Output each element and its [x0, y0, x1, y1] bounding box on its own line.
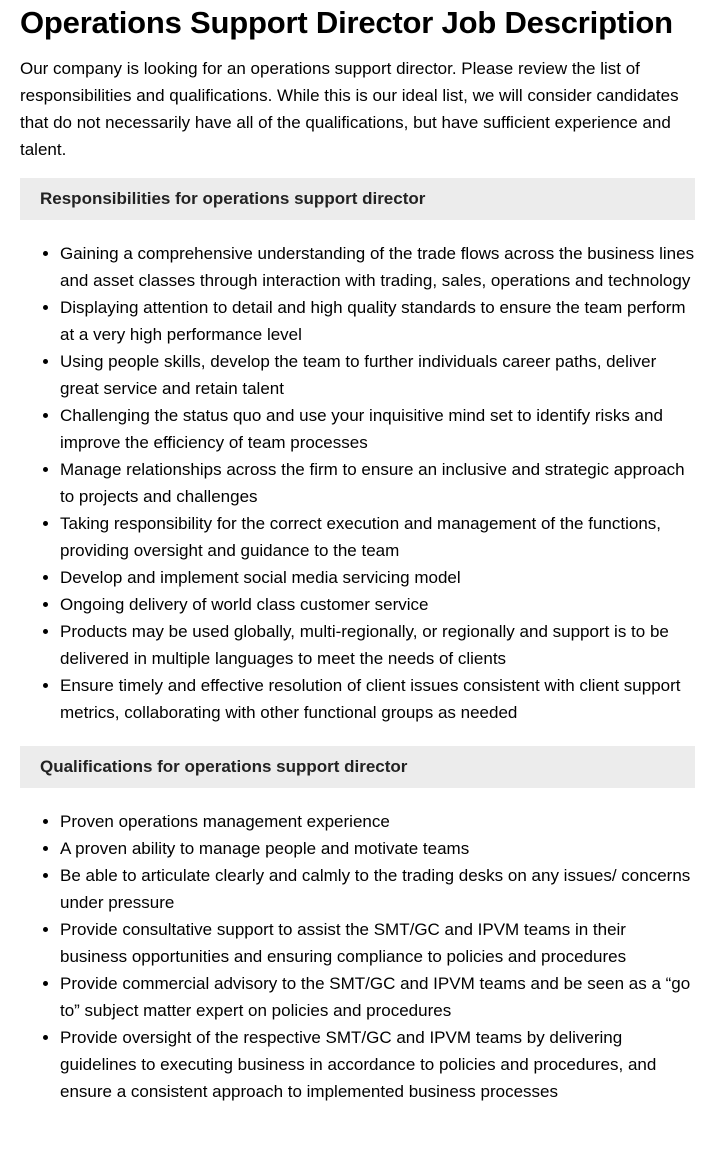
list-item: • Gaining a comprehensive understanding of the trade flows across the business lines and asset classes through interaction with trading, sales, operations and technology — [60, 240, 695, 294]
list-item: • Displaying attention to detail and high quality standards to ensure the team perform at a very high performance level — [60, 294, 695, 348]
list-item: • Be able to articulate clearly and calmly to the trading desks on any issues/ concerns under pressure — [60, 862, 695, 916]
list-item: • A proven ability to manage people and motivate teams — [60, 835, 695, 862]
list-item: • Using people skills, develop the team to further individuals career paths, deliver great service and retain talent — [60, 348, 695, 402]
list-item: • Products may be used globally, multi-regionally, or regionally and support is to be delivered in multiple languages to meet the needs of clients — [60, 618, 695, 672]
list-item: • Taking responsibility for the correct execution and management of the functions, providing oversight and guidance to the team — [60, 510, 695, 564]
intro-paragraph: Our company is looking for an operations support director. Please review the list of responsibilities and qualifications. While this is our ideal list, we will consider candidates that do not necessarily have all of the qualifications, but have sufficient experience and talent. — [20, 59, 679, 159]
list-item: • Provide commercial advisory to the SMT/GC and IPVM teams and be seen as a “go to” subject matter expert on policies and procedures — [60, 970, 695, 1024]
qualifications-heading: Qualifications for operations support director — [20, 746, 695, 788]
list-item: • Provide oversight of the respective SMT/GC and IPVM teams by delivering guidelines to executing business in accordance to policies and procedures, and ensure a consistent approach to implemented business processes — [60, 1024, 695, 1105]
list-item: • Challenging the status quo and use your inquisitive mind set to identify risks and improve the efficiency of team processes — [60, 402, 695, 456]
list-item: • Ensure timely and effective resolution of client issues consistent with client support metrics, collaborating with other functional groups as needed — [60, 672, 695, 726]
responsibilities-list — [20, 240, 695, 726]
responsibilities-heading: Responsibilities for operations support director — [20, 178, 695, 220]
page-title: Operations Support Director Job Description — [20, 5, 673, 40]
list-item: • Provide consultative support to assist the SMT/GC and IPVM teams in their business opportunities and ensuring compliance to policies and procedures — [60, 916, 695, 970]
list-item: • Ongoing delivery of world class customer service — [60, 591, 695, 618]
list-item: • Proven operations management experience — [60, 808, 695, 835]
list-item: • Develop and implement social media servicing model — [60, 564, 695, 591]
list-item: • Manage relationships across the firm to ensure an inclusive and strategic approach to projects and challenges — [60, 456, 695, 510]
qualifications-list — [20, 808, 695, 1105]
